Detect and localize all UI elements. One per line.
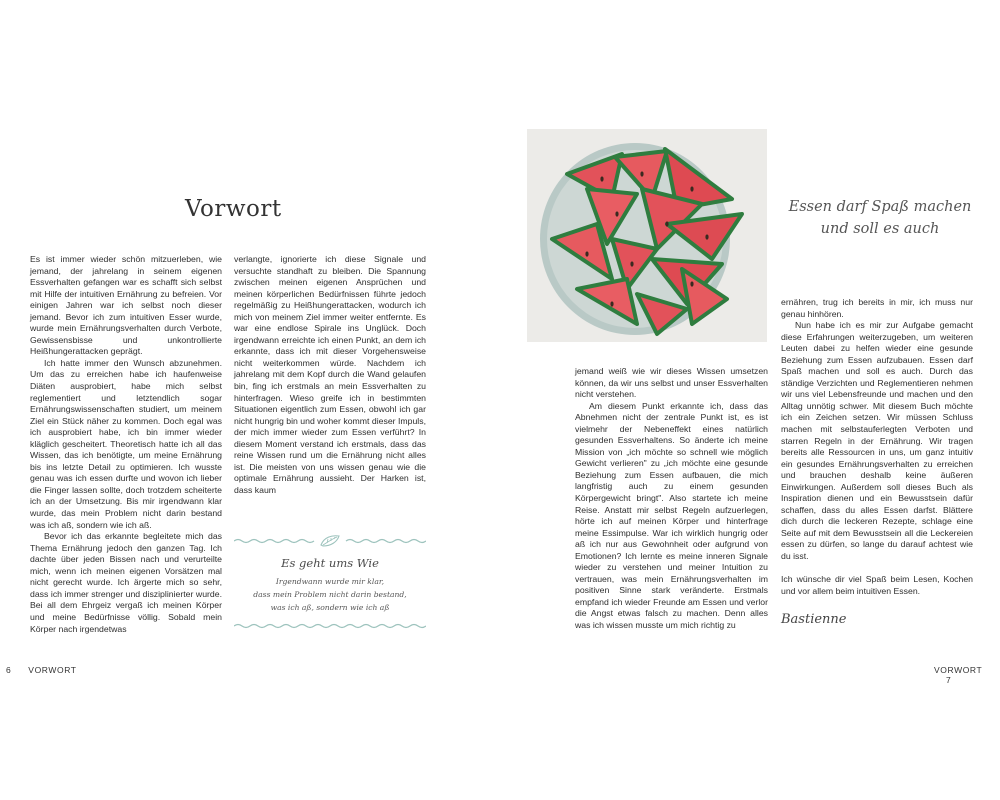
paragraph: Ich hatte immer den Wunsch abzunehmen. Um das zu erreichen habe ich haufenweise Diäten ausprobiert, habe mich selbst reglementiert und letztendlich sogar Ernährungswissenschaften studiert, um meinem Ziel ein Stück näher zu kommen. Doch egal was ich ausprobiert habe, ich bin immer wieder kläglich gescheitert. Theoretisch hatte ich all das Wissen, das ich benötigte, um meine Ernährung bis ins letzte Detail zu optimieren. Ich wusste genau was ich essen durfte und wovon ich lieber die Finger lassen sollte, doch trotzdem scheiterte ich an der Umsetzung. Bis mir irgendwann klar wurde, das mein Problem nicht darin bestand was ich aß, sondern wie ich aß. [30, 357, 222, 530]
paragraph: Ich wünsche dir viel Spaß beim Lesen, Kochen und vor allem beim intuitiven Essen. [781, 574, 973, 596]
watermelon-plate-image [527, 129, 767, 342]
paragraph: verlangte, ignorierte ich diese Signale und versuchte standhaft zu bleiben. Die Spannung zwischen meinen eigenen Ansprüchen und meinen körperlichen Bedürfnissen führte jedoch regelmäßig zu Heißhungerattacken, wodurch ich mich von meinem Ziel immer weiter entfernte. Es war eine endlose Spirale ins Unglück. Doch irgendwann erreichte ich einen Punkt, an dem ich erkannte, dass ich mit dieser Vorgehensweise nicht weiterkommen würde. Nachdem ich jahrelang mit dem Kopf durch die Wand gelaufen bin, fing ich erstmals an mein Essverhalten zu hinterfragen. Wieso greife ich in bestimmten Situationen eigentlich zum Essen, obwohl ich gar nicht hungrig bin und woher kommt dieser Impuls, der mich immer wieder zum Essen verführt? In diesem Moment verstand ich erstmals, dass das reine Wissen rund um die Ernährung nicht alles ist. Die meisten von uns wissen genau wie die optimale Ernährung aussieht. Der Harken ist, dass kaum [234, 254, 426, 495]
chapter-title: Vorwort [185, 196, 282, 222]
paragraph: jemand weiß wie wir dieses Wissen umsetzen können, da wir uns selbst und unser Essverhalten nicht verstehen. [575, 366, 768, 400]
leaf-icon [318, 533, 342, 549]
right-column-1 [575, 366, 768, 632]
page-footer-left [6, 665, 77, 675]
quote-line: dass mein Problem nicht darin bestand, [253, 590, 407, 599]
running-footer: VORWORT [28, 665, 77, 675]
motto-quote [780, 196, 980, 240]
left-column-2 [234, 254, 426, 496]
quote-line: Irgendwann wurde mir klar, [275, 577, 385, 586]
paragraph: Am diesem Punkt erkannte ich, dass das Abnehmen nicht der zentrale Punkt ist, es ist vielmehr der Nebeneffekt eines natürlich gesunden Essverhaltens. So änderte ich meine Mission von „ich möchte so schnell wie möglich Gewicht verlieren" zu „ich möchte eine gesunde Beziehung zum Essen aufbauen, die mich langfristig auch zu einem gesunden Körpergewicht bringt". Also startete ich meine Reise. Anstatt mir selbst Regeln aufzuerlegen, hörte ich auf meinen Körper und hinterfrage meine Essimpulse. War ich wirklich hungrig oder aß ich nur aus Gewohnheit oder aufgrund von Emotionen? Ich lernte es meine inneren Signale wieder zu verstehen und meiner Intuition zu vertrauen, was mein Ernährungsverhalten im positiven Sinne stark veränderte. Erstmals empfand ich wieder Freunde am Essen und verlor die Angst etwas falsch zu machen. Denn alles was ich wissen musste um mich richtig zu [575, 400, 768, 631]
page-footer-right [934, 665, 1000, 685]
signature: Bastienne [781, 612, 847, 627]
left-column-1 [30, 254, 222, 635]
paragraph: Nun habe ich es mir zur Aufgabe gemacht diese Erfahrungen weiterzugeben, um weiteren Leuten dabei zu helfen wieder eine gesunde Beziehung zum Essen aufzubauen. Essen darf Spaß machen und soll es auch. Durch das ständige Verzichten und Reglementieren nehmen wir uns viel Lebensfreunde und machen und den Alltag unnötig schwer. Mit diesem Buch möchte ich ein Zeichen setzen. Wir müssen Schluss machen mit selbstauferlegten Verboten und starren Regeln in der Ernährung. Wir tragen bereits alle Ressourcen in uns, um ganz intuitiv ein gesundes Ernährungsverhalten zu erreichen und brauchen deshalb keine äußeren Einwirkungen. Außerdem soll dieses Buch als Inspiration dienen und ein Bewusstsein dafür schaffen, dass du alles Essen darfst. Blättere dich durch die leckeren Rezepte, schlage eine Seite auf mit dem Bewusstsein all die Leckereien essen zu dürfen, so lange du darauf achtest wie du isst. [781, 320, 973, 562]
watermelon-photo [527, 129, 767, 342]
wave-divider-bottom [234, 622, 426, 630]
quote-heading: Es geht ums Wie [281, 556, 379, 570]
page-number: 7 [946, 675, 952, 685]
paragraph: ernähren, trug ich bereits in mir, ich muss nur genau hinhören. [781, 297, 973, 319]
right-column-2 [781, 297, 973, 597]
motto-line: Essen darf Spaß machen [788, 199, 972, 215]
paragraph: Es ist immer wieder schön mitzuerleben, wie jemand, der jahrelang in seinem eigenen Essverhalten gefangen war es schafft sich selbst mit Hilfe der intuitiven Ernährung zu befreien. Vor einigen Jahren war ich selbst noch dieser jemand. Bevor ich zum intuitiven Esser wurde, wurde mein Ernährungsverhalten durch Verbote, Gewissensbisse und unkontrollierte Heißhungerattacken geprägt. [30, 254, 222, 357]
quote-text [234, 575, 426, 614]
motto-line: und soll es auch [820, 221, 940, 237]
paragraph: Bevor ich das erkannte begleitete mich das Thema Ernährung jedoch den ganzen Tag. Ich dachte über jeden Bissen nach und verurteilte mich, wenn ich meinen eigenen Vorsätzen mal nicht gerecht wurde. Ich ärgerte mich so sehr, dass ich immer strenger und disziplinierter wurde. Bei all dem Ehrgeiz vergaß ich meinen Körper und meine Bedürfnisse völlig. Sobald mein Körper nach irgendetwas [30, 531, 222, 634]
quote-line: was ich aß, sondern wie ich aß [270, 603, 390, 612]
page-number: 6 [6, 665, 12, 675]
pull-quote [234, 533, 426, 633]
running-footer: VORWORT [934, 665, 983, 675]
